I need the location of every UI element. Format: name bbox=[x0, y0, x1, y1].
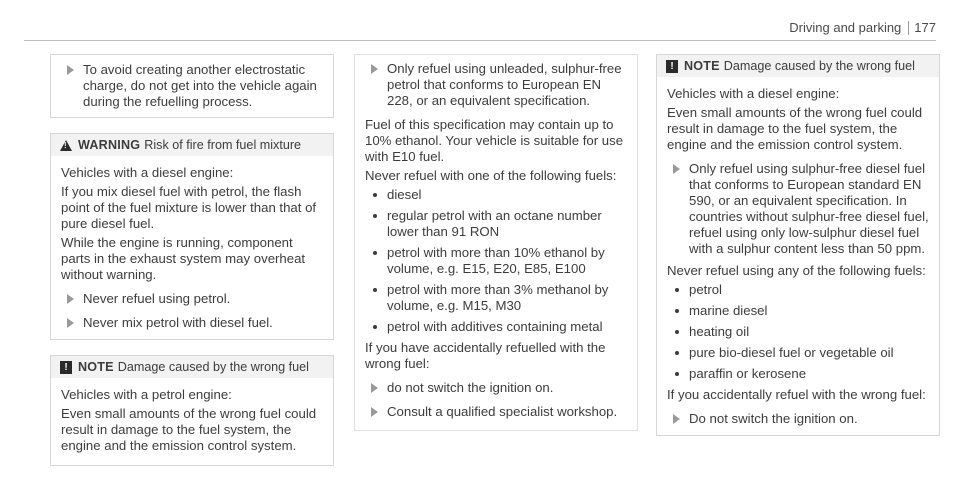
running-head bbox=[789, 20, 936, 36]
warning-para: While the engine is running, component parts in the exhaust system may overheat without warning. bbox=[61, 235, 306, 282]
step-item: To avoid creating another electrostatic charge, do not get into the vehicle again during the refuelling process. bbox=[61, 62, 324, 110]
list-item: regular petrol with an octane number lower than 91 RON bbox=[365, 208, 628, 240]
warning-para: If you mix diesel fuel with petrol, the flash point of the fuel mixture is lower than that of pure diesel fuel. bbox=[61, 184, 317, 231]
notice-header bbox=[51, 356, 333, 378]
list-item: marine diesel bbox=[667, 303, 930, 319]
notice-tag: NOTE bbox=[684, 59, 720, 73]
step-arrow-icon bbox=[673, 414, 680, 424]
header-rule bbox=[24, 40, 936, 41]
notice-para: Even small amounts of the wrong fuel could result in damage to the fuel system, the engine and the emission control system. bbox=[61, 406, 317, 453]
page-number: 177 bbox=[914, 20, 936, 35]
list-item: petrol with more than 3% methanol by volume, e.g. M15, M30 bbox=[365, 282, 628, 314]
notice-para: Vehicles with a diesel engine: bbox=[667, 86, 840, 101]
list-item: petrol with more than 10% ethanol by volume, e.g. E15, E20, E85, E100 bbox=[365, 245, 628, 277]
step-item: Only refuel using unleaded, sulphur-free petrol that conforms to European EN 228, or an equivalent specification. bbox=[365, 61, 628, 109]
intro-step-box bbox=[50, 54, 334, 118]
step-arrow-icon bbox=[371, 407, 378, 417]
warning-title: Risk of fire from fuel mixture bbox=[144, 138, 302, 152]
warning-box bbox=[50, 133, 334, 340]
step-arrow-icon bbox=[673, 164, 680, 174]
column-left bbox=[50, 54, 334, 466]
warning-triangle-icon bbox=[60, 140, 72, 151]
section-title: Driving and parking bbox=[789, 20, 902, 35]
forbidden-fuels-list bbox=[667, 282, 930, 382]
notice-tag: NOTE bbox=[78, 360, 114, 374]
step-item: Never refuel using petrol. bbox=[61, 291, 324, 307]
notice-para: Even small amounts of the wrong fuel could result in damage to the fuel system, the engine and the emission control system. bbox=[667, 105, 923, 152]
list-item: diesel bbox=[365, 187, 628, 203]
fuel-spec-box bbox=[354, 54, 638, 431]
bullet-icon bbox=[373, 214, 377, 218]
column-middle bbox=[354, 54, 638, 431]
notice-box bbox=[656, 54, 940, 436]
step-arrow-icon bbox=[371, 64, 378, 74]
step-item: Do not switch the ignition on. bbox=[667, 411, 930, 427]
body-para: Fuel of this specification may contain up to 10% ethanol. Your vehicle is suitable for use with E10 fuel. bbox=[365, 117, 624, 164]
step-item: do not switch the ignition on. bbox=[365, 380, 628, 396]
bullet-icon bbox=[675, 372, 679, 376]
warning-tag: WARNING bbox=[78, 138, 141, 152]
bullet-icon bbox=[373, 251, 377, 255]
bullet-icon bbox=[373, 288, 377, 292]
body-para: If you have accidentally refuelled with the wrong fuel: bbox=[365, 340, 606, 371]
body-para: Never refuel with one of the following fuels: bbox=[365, 168, 617, 183]
step-arrow-icon bbox=[371, 383, 378, 393]
list-item: pure bio-diesel fuel or vegetable oil bbox=[667, 345, 930, 361]
list-item: paraffin or kerosene bbox=[667, 366, 930, 382]
step-item: Never mix petrol with diesel fuel. bbox=[61, 315, 324, 331]
notice-icon: ! bbox=[60, 361, 72, 374]
header-separator bbox=[908, 21, 909, 35]
notice-para: Never refuel using any of the following fuels: bbox=[667, 263, 926, 278]
step-arrow-icon bbox=[67, 318, 74, 328]
step-item: Only refuel using sulphur-free diesel fuel that conforms to European standard EN 590, or an equivalent specification. In countries without sulphur-free diesel fuel, refuel using only low-sulphur diesel fuel with a sulphur content less than 50 ppm. bbox=[667, 161, 930, 257]
notice-title: Damage caused by the wrong fuel bbox=[723, 59, 915, 73]
notice-para: If you accidentally refuel with the wrong fuel: bbox=[667, 387, 926, 402]
notice-icon: ! bbox=[666, 60, 678, 73]
step-arrow-icon bbox=[67, 294, 74, 304]
warning-header bbox=[51, 134, 333, 156]
notice-para: Vehicles with a petrol engine: bbox=[61, 387, 232, 402]
bullet-icon bbox=[373, 193, 377, 197]
notice-box bbox=[50, 355, 334, 466]
step-item: Consult a qualified specialist workshop. bbox=[365, 404, 628, 420]
bullet-icon bbox=[373, 325, 377, 329]
forbidden-fuels-list bbox=[365, 187, 628, 335]
list-item: petrol bbox=[667, 282, 930, 298]
bullet-icon bbox=[675, 330, 679, 334]
notice-header bbox=[657, 55, 939, 77]
bullet-icon bbox=[675, 309, 679, 313]
notice-title: Damage caused by the wrong fuel bbox=[117, 360, 309, 374]
bullet-icon bbox=[675, 351, 679, 355]
list-item: heating oil bbox=[667, 324, 930, 340]
bullet-icon bbox=[675, 288, 679, 292]
list-item: petrol with additives containing metal bbox=[365, 319, 628, 335]
column-right bbox=[656, 54, 940, 436]
step-arrow-icon bbox=[67, 65, 74, 75]
warning-para: Vehicles with a diesel engine: bbox=[61, 165, 234, 180]
